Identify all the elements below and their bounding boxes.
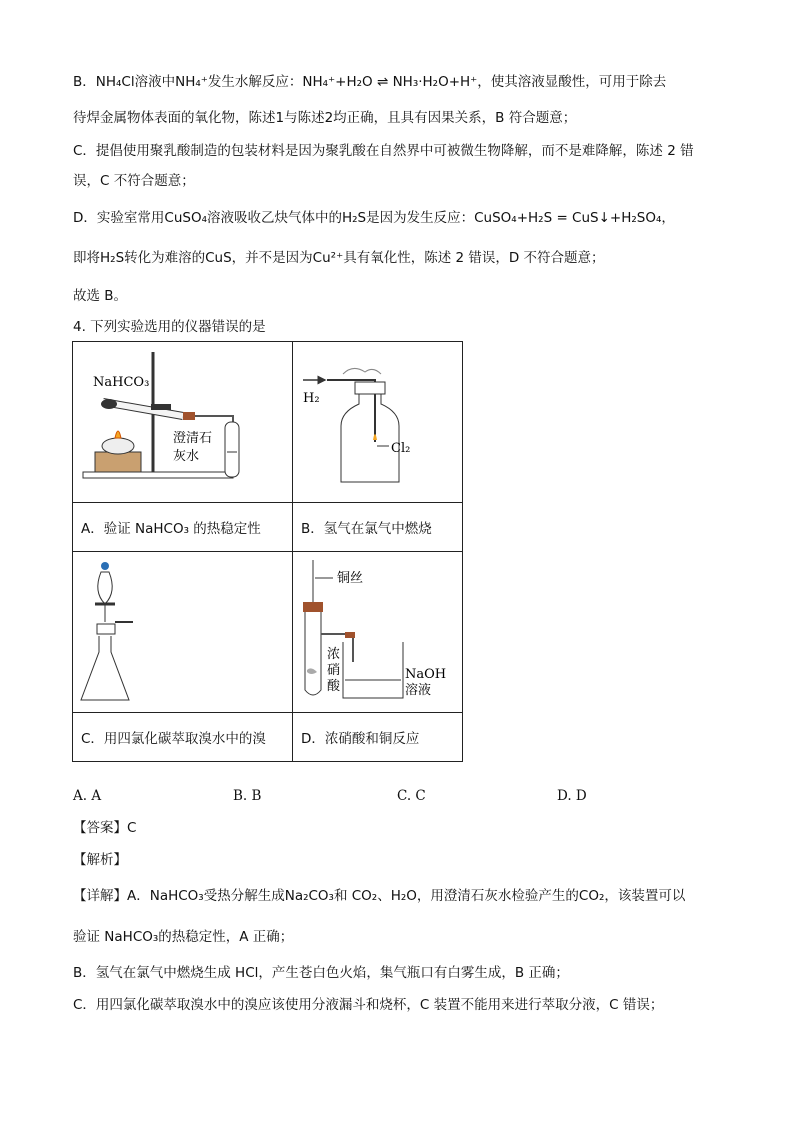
explanation-d-line1: D．实验室常用CuSO₄溶液吸收乙炔气体中的H₂S是因为发生反应：CuSO₄+H₂S = CuS↓+H₂SO₄， xyxy=(73,210,675,226)
label-naoh: NaOH xyxy=(405,667,447,682)
option-b: B. B xyxy=(233,788,262,804)
detail-a-line1: 【详解】A．NaHCO₃受热分解生成Na₂CO₃和 CO₂、H₂O，用澄清石灰水检验产生的CO₂，该装置可以 xyxy=(73,888,686,904)
figure-d-cell xyxy=(293,552,463,713)
explanation-c-line2: 误，C 不符合题意； xyxy=(73,173,195,189)
figure-b-cell xyxy=(293,342,463,503)
option-d: D. D xyxy=(557,788,587,804)
figure-c-cell xyxy=(73,552,293,713)
detail-b-line: B．氢气在氯气中燃烧生成 HCl，产生苍白色火焰，集气瓶口有白雾生成，B 正确； xyxy=(73,965,569,981)
label-acid-1: 浓 xyxy=(327,647,341,662)
label-cl2: Cl₂ xyxy=(391,441,411,456)
conclusion-line: 故选 B。 xyxy=(73,288,128,304)
option-a: A. A xyxy=(73,788,102,804)
apparatus-table xyxy=(72,341,463,762)
label-nahco3: NaHCO₃ xyxy=(93,375,150,390)
detail-c-line: C．用四氯化碳萃取溴水中的溴应该使用分液漏斗和烧杯，C 装置不能用来进行萃取分液，C 错误； xyxy=(73,997,664,1013)
caption-d: D．浓硝酸和铜反应 xyxy=(293,713,463,762)
option-c: C. C xyxy=(397,788,426,804)
caption-a: A．验证 NaHCO₃ 的热稳定性 xyxy=(73,503,293,552)
caption-b: B．氢气在氯气中燃烧 xyxy=(293,503,463,552)
label-acid-3: 酸 xyxy=(327,679,341,694)
question-stem: 4. 下列实验选用的仪器错误的是 xyxy=(73,319,266,335)
answer-line: 【答案】C xyxy=(73,820,137,836)
figure-a-cell xyxy=(73,342,293,503)
figure-d-copper-acid xyxy=(293,552,462,708)
figure-b-gas-jar xyxy=(293,342,462,498)
caption-c: C．用四氯化碳萃取溴水中的溴 xyxy=(73,713,293,762)
label-lime-water-2: 灰水 xyxy=(173,449,200,464)
explanation-d-line2: 即将H₂S转化为难溶的CuS，并不是因为Cu²⁺具有氧化性，陈述 2 错误，D 不符合题意； xyxy=(73,250,605,266)
label-solution: 溶液 xyxy=(405,683,432,698)
explanation-c-line1: C．提倡使用聚乳酸制造的包装材料是因为聚乳酸在自然界中可被微生物降解，而不是难降解，陈述 2 错 xyxy=(73,143,694,159)
label-lime-water-1: 澄清石 xyxy=(173,431,213,446)
figure-a-heating-apparatus xyxy=(73,342,292,498)
explanation-b-line1: B．NH₄Cl溶液中NH₄⁺发生水解反应：NH₄⁺+H₂O ⇌ NH₃·H₂O+H⁺，使其溶液显酸性，可用于除去 xyxy=(73,74,667,90)
label-copper-wire: 铜丝 xyxy=(337,571,364,586)
detail-a-line2: 验证 NaHCO₃的热稳定性，A 正确； xyxy=(73,929,294,945)
figure-c-flask-funnel xyxy=(73,552,292,708)
explanation-b-line2: 待焊金属物体表面的氧化物，陈述1与陈述2均正确，且具有因果关系，B 符合题意； xyxy=(73,110,577,126)
label-h2: H₂ xyxy=(303,391,320,406)
analysis-title: 【解析】 xyxy=(73,852,127,868)
label-acid-2: 硝 xyxy=(327,663,341,678)
